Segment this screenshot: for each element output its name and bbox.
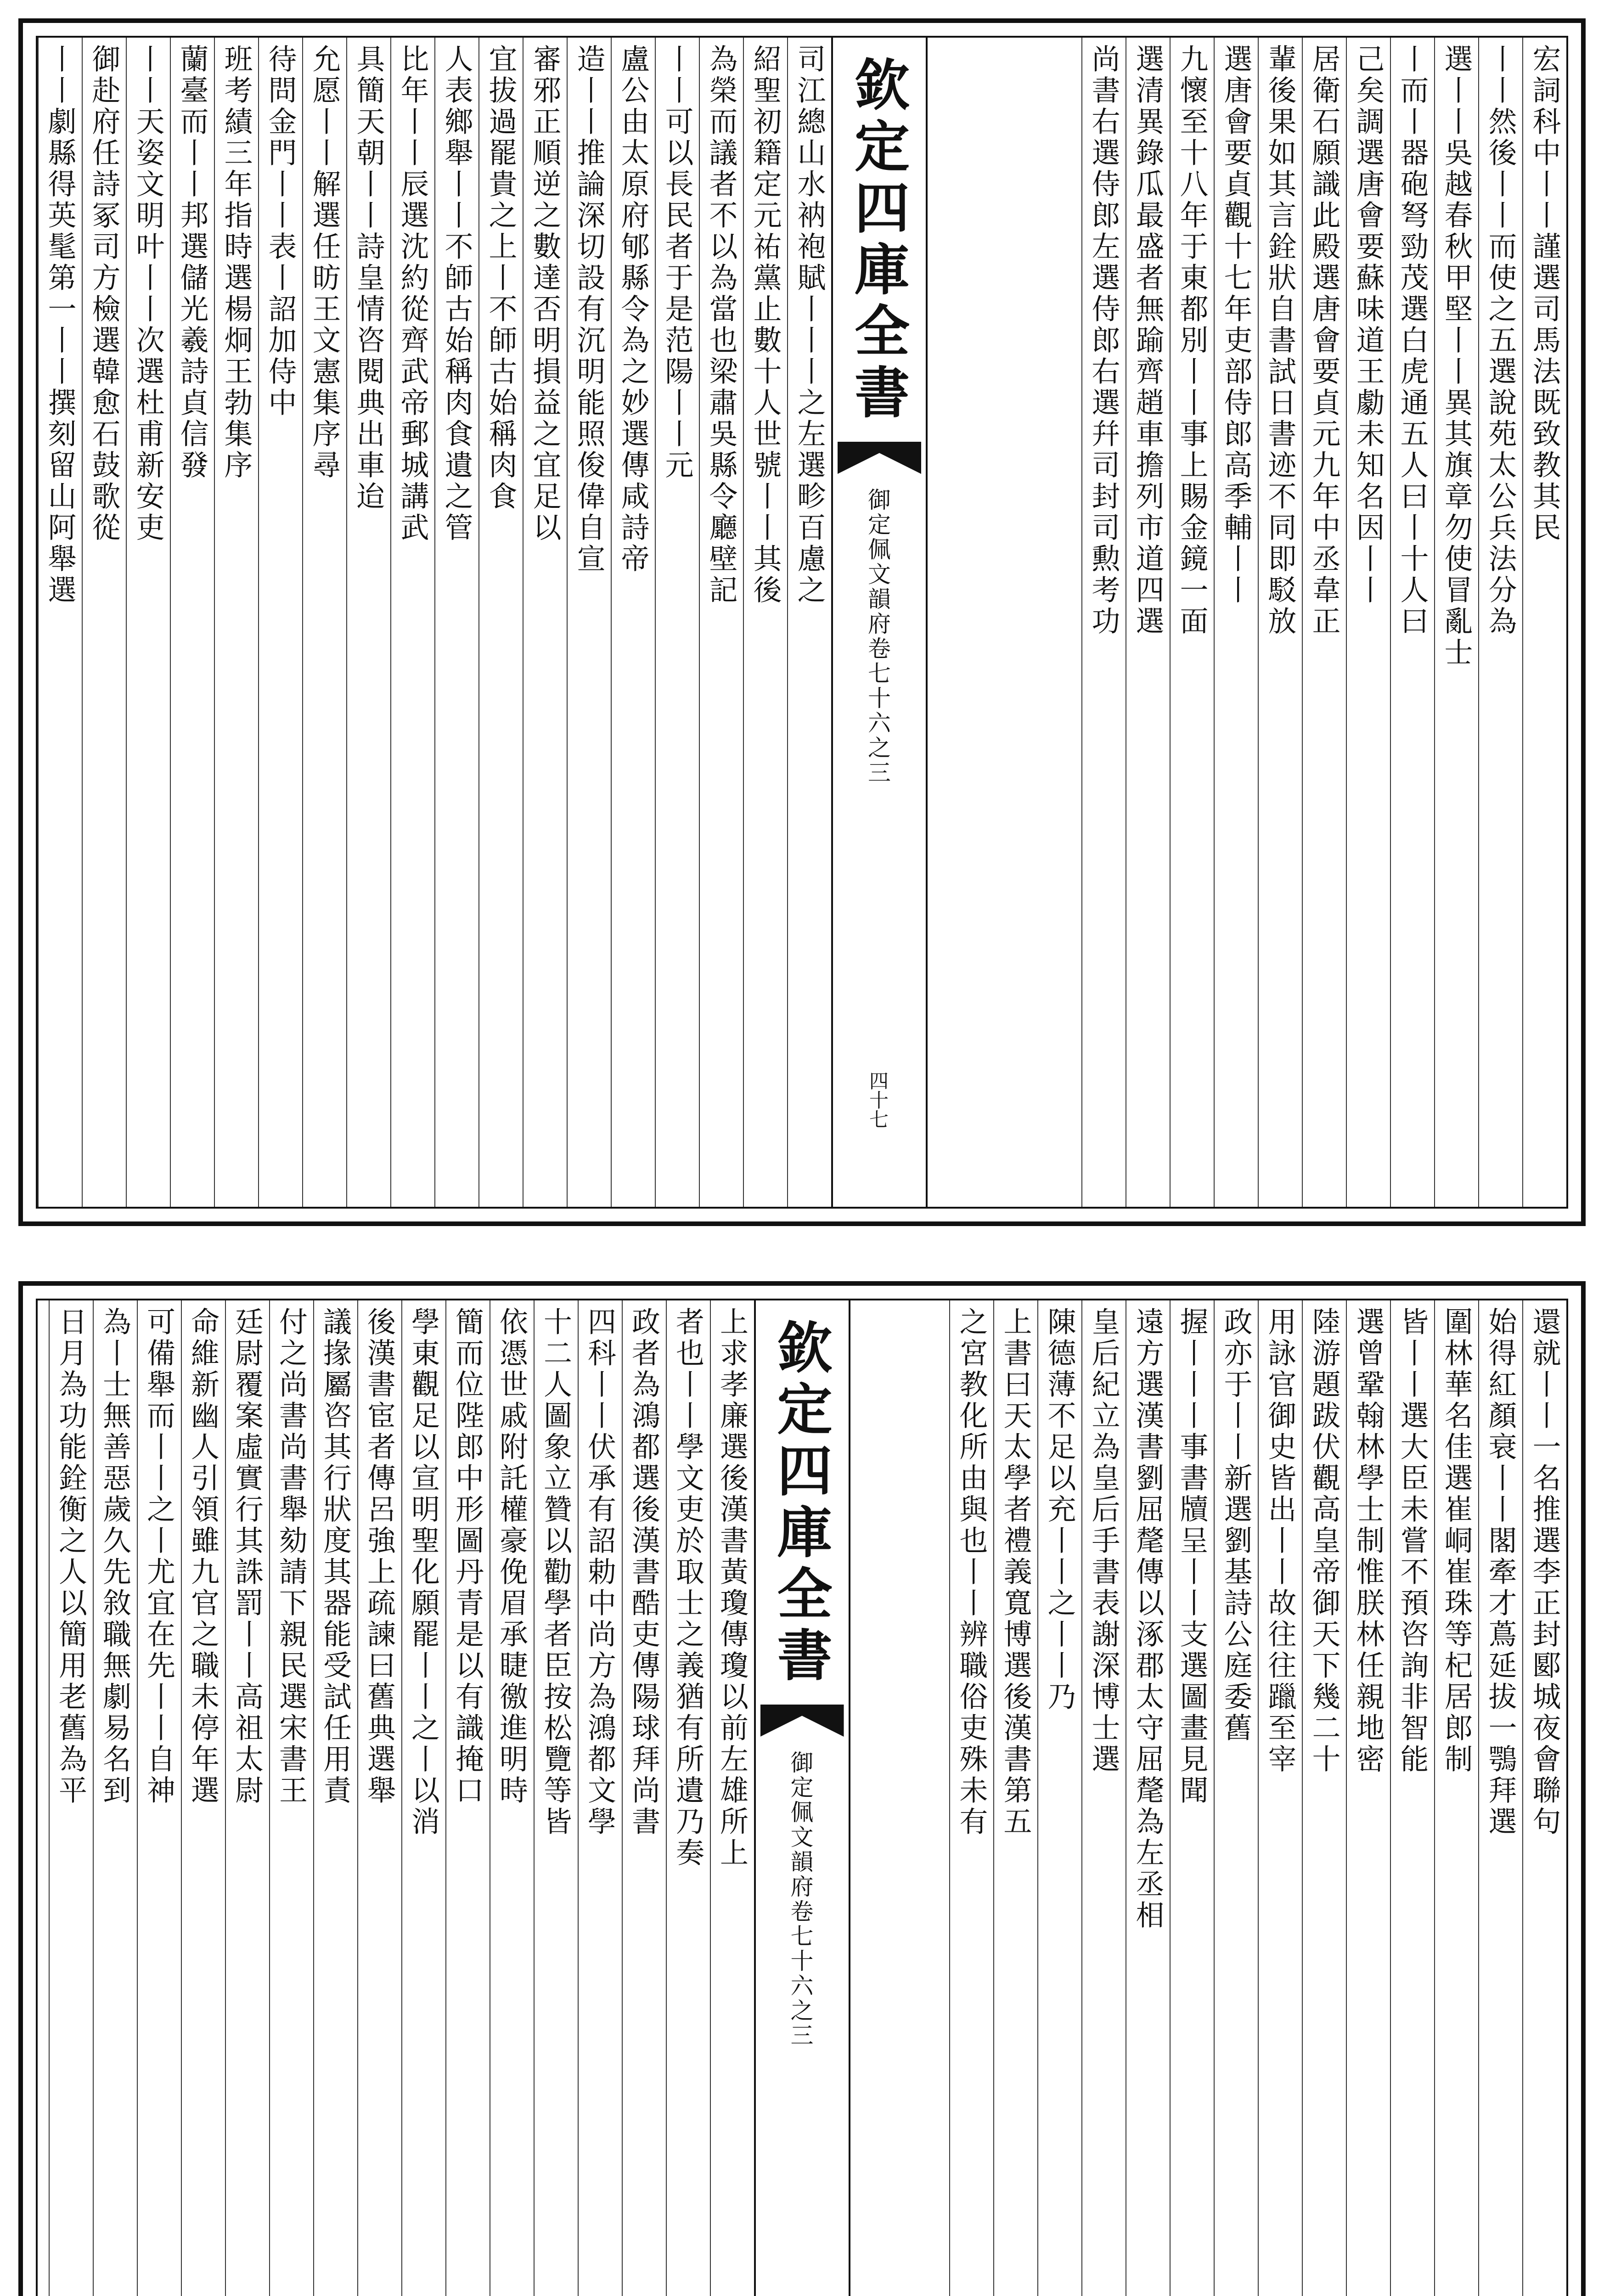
text-column: 造丨丨推論深切設有沉明能照俊偉自宣 (567, 38, 611, 1207)
text-column: 人表鄉舉丨丨不師古始稱肉食遺之管 (434, 38, 478, 1207)
text-column: 尚書右選侍郎左選侍郎右選幷司封司勲考功 (1081, 38, 1126, 1207)
text-column: 宏詞科中丨丨謹選司馬法既致教其民 (1522, 38, 1566, 1207)
text-column: 蘭臺而丨丨邦選儲光羲詩貞信發 (170, 38, 214, 1207)
text-column: 待問金門丨丨表丨詔加侍中 (258, 38, 302, 1207)
text-column: 御赴府任詩冢司方檢選韓愈石鼓歌從 (82, 38, 126, 1207)
bottom-page-frame (36, 1299, 1568, 2296)
text-column: 審邪正順逆之數達否明損益之宜足以 (523, 38, 567, 1207)
text-column: 日月為功能銓衡之人以簡用老舊為平 (49, 1300, 93, 2296)
bottom-spine-title: 欽定四庫全書 (768, 1319, 833, 1688)
text-column: 選清異錄瓜最盛者無踰齊趙車擔列市道四選 (1126, 38, 1170, 1207)
text-column: 允愿丨丨解選任昉王文憲集序尋 (302, 38, 346, 1207)
text-column: 陳德薄不足以充丨丨之丨丨乃 (1037, 1300, 1081, 2296)
text-column: 九懷至十八年于東都別丨丨事上賜金鏡一面 (1170, 38, 1214, 1207)
text-column: 可備舉而丨丨之丨尤宜在先丨丨自神 (137, 1300, 181, 2296)
text-column: 始得紅顏衰丨丨閣牽才蔦延拔一鶚拜選 (1478, 1300, 1522, 2296)
text-column: 十二人圖象立贊以勸學者臣按松覽等皆 (534, 1300, 578, 2296)
bottom-fishtail-mark (760, 1705, 844, 1737)
text-column: 用詠官御史皆出丨丨故往往躐至宰 (1258, 1300, 1302, 2296)
text-column: 選唐會要貞觀十七年吏部侍郎高季輔丨丨 (1214, 38, 1258, 1207)
text-column: 還就丨丨一名推選李正封郾城夜會聯句 (1522, 1300, 1566, 2296)
bottom-spine-subtitle: 御定佩文韻府卷七十六之三 (787, 1750, 814, 2048)
top-page-frame (36, 36, 1568, 1209)
text-column: 丨丨天姿文明叶丨丨次選杜甫新安吏 (126, 38, 170, 1207)
text-column: 皆丨丨選大臣未嘗不預咨詢非智能 (1390, 1300, 1434, 2296)
top-right-text-block (928, 38, 1566, 1207)
bottom-page-body (38, 1300, 1566, 2296)
text-column: 丨丨可以長民者于是范陽丨丨元 (655, 38, 699, 1207)
text-column: 後漢書宦者傳呂強上疏諫曰舊典選舉 (357, 1300, 401, 2296)
bottom-book-page (18, 1281, 1586, 2296)
text-column: 皇后紀立為皇后手書表謝深博士選 (1081, 1300, 1126, 2296)
text-column: 學東觀足以宣明聖化願罷丨丨之丨以消 (401, 1300, 445, 2296)
text-column: 比年丨丨辰選沈約從齊武帝郵城講武 (390, 38, 434, 1207)
bottom-left-text-block (38, 1300, 754, 2296)
text-column: 輩後果如其言銓狀自書試日書迹不同即駁放 (1258, 38, 1302, 1207)
text-column: 廷尉覆案虛實行其誅罰丨丨高祖太尉 (225, 1300, 269, 2296)
text-column: 政亦于丨丨新選劉基詩公庭委舊 (1214, 1300, 1258, 2296)
text-column: 簡而位陛郎中形圖丹青是以有識掩口 (445, 1300, 490, 2296)
text-column: 選丨丨吳越春秋甲堅丨丨異其旗章勿使冒亂士 (1434, 38, 1478, 1207)
text-column: 盧公由太原府郇縣令為之妙選傳咸詩帝 (611, 38, 655, 1207)
text-column: 選曾鞏翰林學士制惟朕林任親地密 (1346, 1300, 1390, 2296)
top-page-spine (831, 38, 928, 1207)
text-column: 上求孝廉選後漢書黃瓊傳瓊以前左雄所上 (710, 1300, 754, 2296)
top-spine-page-number: 四十七 (867, 1071, 889, 1129)
text-column: 紹聖初籍定元祐黨止數十人世號丨丨其後 (743, 38, 787, 1207)
text-column: 丨丨劇縣得英髦第一丨丨撰刻留山阿舉選 (38, 38, 82, 1207)
text-column: 為榮而議者不以為當也梁肅吳縣令廳壁記 (699, 38, 743, 1207)
text-column: 依憑世戚附託權豪俛眉承睫徼進明時 (490, 1300, 534, 2296)
top-spine-subtitle: 御定佩文韻府卷七十六之三 (864, 488, 891, 785)
top-book-page (18, 18, 1586, 1226)
text-column: 己矣調選唐會要蘇味道王勮未知名因丨丨 (1346, 38, 1390, 1207)
text-column: 命維新幽人引領雖九官之職未停年選 (181, 1300, 225, 2296)
text-column: 者也丨丨學文吏於取士之義猶有所遺乃奏 (666, 1300, 710, 2296)
text-column: 握丨丨丨事書牘呈丨丨支選圖畫見聞 (1170, 1300, 1214, 2296)
text-column: 遠方選漢書劉屈氂傳以涿郡太守屈氂為左丞相 (1126, 1300, 1170, 2296)
text-column: 宜拔過罷貴之上丨不師古始稱肉食 (478, 38, 523, 1207)
text-column: 上書曰天太學者禮義寬博選後漢書第五 (993, 1300, 1037, 2296)
top-left-text-block (38, 38, 831, 1207)
top-fishtail-mark (838, 442, 921, 474)
text-column: 之宮教化所由與也丨丨辨職俗吏殊未有 (949, 1300, 993, 2296)
text-column: 班考績三年指時選楊炯王勃集序 (214, 38, 258, 1207)
text-column: 丨丨然後丨丨而使之五選說苑太公兵法分為 (1478, 38, 1522, 1207)
text-column: 具簡天朝丨丨詩皇情咨閱典出車迨 (346, 38, 390, 1207)
text-column: 司江總山水衲袍賦丨丨丨之左選畛百慮之 (787, 38, 831, 1207)
text-column: 議掾屬咨其行狀度其器能受試任用責 (313, 1300, 357, 2296)
bottom-page-spine (754, 1300, 850, 2296)
text-column: 陸游題跋伏觀高皇帝御天下幾二十 (1302, 1300, 1346, 2296)
bottom-right-text-block (850, 1300, 1567, 2296)
top-page-body (38, 38, 1566, 1207)
text-column: 政者為鴻都選後漢書酷吏傳陽球拜尚書 (622, 1300, 666, 2296)
text-column: 圍林華名佳選崔峒崔珠等杞居郎制 (1434, 1300, 1478, 2296)
text-column: 居衛石願識此殿選唐會要貞元九年中丞韋正 (1302, 38, 1346, 1207)
text-column: 丨而丨器砲弩勁茂選白虎通五人曰丨十人曰 (1390, 38, 1434, 1207)
text-column: 四科丨丨伏承有詔勅中尚方為鴻都文學 (578, 1300, 622, 2296)
top-spine-title: 欽定四庫全書 (845, 56, 910, 425)
text-column: 為丨士無善惡歲久先敘職無劇易名到 (93, 1300, 137, 2296)
text-column: 付之尚書尚書舉劾請下親民選宋書王 (269, 1300, 313, 2296)
